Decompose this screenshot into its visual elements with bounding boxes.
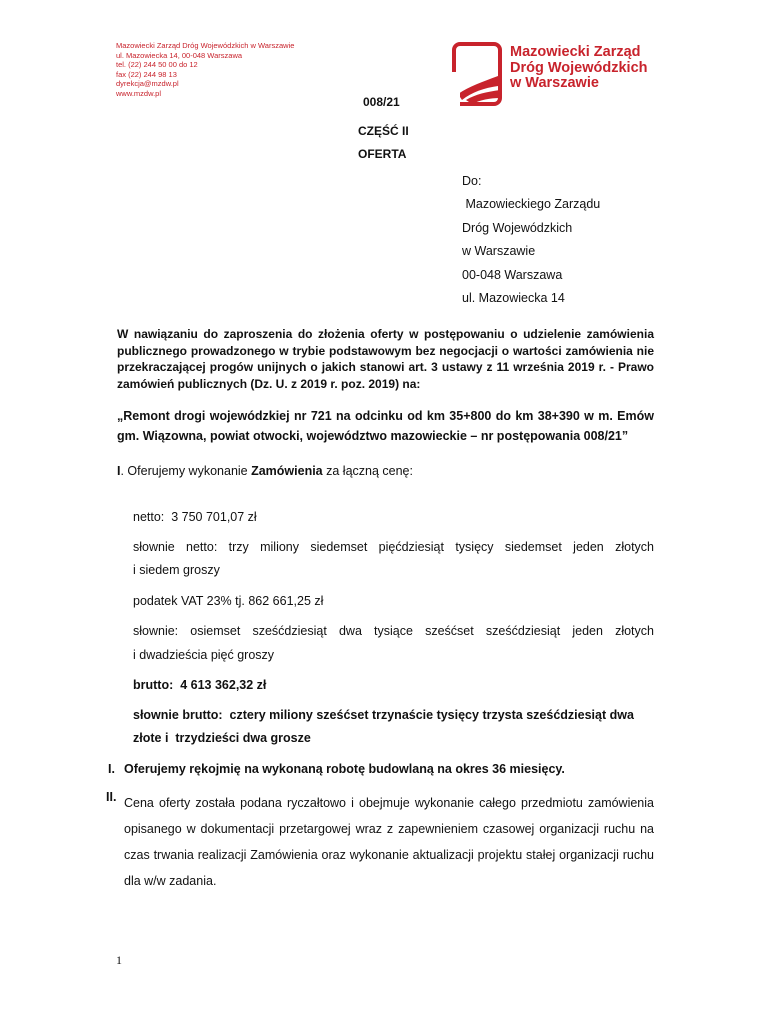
contact-line: tel. (22) 244 50 00 do 12 (116, 60, 198, 70)
intro-paragraph: W nawiązaniu do zaproszenia do złożenia oferty w postępowaniu o udzielenie zamówienia publicznego prowadzonego w trybie podstawowym bez negocjacji o wartości zamówienia nie przekraczającej progów unijnych o jakich stanowi art. 3 ustawy z 11 września 2019 r. - Prawo zamówień publicznych (Dz. U. z 2019 r. poz. 2019) na: (117, 327, 654, 391)
item-number: I. (108, 762, 115, 776)
offer-lead-prefix: . Oferujemy wykonanie (120, 464, 252, 478)
offer-lead (117, 464, 413, 478)
price-clause: Cena oferty została podana ryczałtowo i obejmuje wykonanie całego przedmiotu zamówienia opisanego w dokumentacji przetargowej wraz z zapewnieniem czasowej organizacji ruchu na czas trwania realizacji Zamówienia oraz wykonanie aktualizacji projektu stałej organizacji ruchu dla w/w zadania. (124, 796, 654, 888)
page-number: 1 (116, 953, 122, 967)
netto-amount: netto: 3 750 701,07 zł (133, 510, 257, 524)
vat-amount: podatek VAT 23% tj. 862 661,25 zł (133, 594, 324, 608)
contact-line: www.mzdw.pl (116, 88, 162, 98)
section-number: I (117, 464, 121, 478)
brutto-words-line1: słownie brutto: cztery miliony sześćset trzynaście tysięcy trzysta sześćdziesiąt dwa (133, 708, 634, 722)
warranty-text: Oferujemy rękojmię na wykonaną robotę budowlaną na okres 36 miesięcy. (124, 762, 565, 776)
contact-line: Mazowiecki Zarząd Dróg Wojewódzkich w Warszawie (116, 41, 295, 50)
logo-line: Dróg Wojewódzkich (510, 59, 648, 76)
address-line: ul. Mazowiecka 14 (462, 291, 565, 306)
mzdw-logo (452, 42, 702, 110)
brutto-words-line2: złote i trzydzieści dwa grosze (133, 731, 311, 745)
offer-lead-suffix: za łączną cenę: (322, 464, 413, 478)
part-heading: CZĘŚĆ II (358, 124, 409, 138)
tender-number: 008/21 (363, 95, 400, 109)
address-line: Do: (462, 174, 482, 188)
letterhead-contact (116, 41, 294, 99)
item-number: II. (106, 790, 117, 804)
road-logo-icon (452, 42, 504, 108)
contact-line: ul. Mazowiecka 14, 00-048 Warszawa (116, 50, 243, 60)
logo-line: Mazowiecki Zarząd (510, 44, 641, 60)
vat-words-line2: i dwadzieścia pięć groszy (133, 648, 275, 662)
document-title: OFERTA (358, 147, 407, 161)
recipient-address (462, 170, 600, 310)
project-title: „Remont drogi wojewódzkiej nr 721 na odcinku od km 35+800 do km 38+390 w m. Emów gm. Wiązowna, powiat otwocki, województwo mazowieckie – nr postępowania 008/21” (117, 409, 654, 443)
vat-words-line1: słownie: osiemset sześćdziesiąt dwa tysiące sześćset sześćdziesiąt jeden złotych (133, 624, 654, 638)
address-line: Mazowieckiego Zarządu (462, 197, 601, 212)
brutto-amount: brutto: 4 613 362,32 zł (133, 678, 267, 692)
netto-words-line2: i siedem groszy (133, 563, 220, 577)
address-line: w Warszawie (462, 244, 536, 259)
netto-words-line1: słownie netto: trzy miliony siedemset pięćdziesiąt tysięcy siedemset jeden złotych (133, 540, 654, 554)
address-line: 00-048 Warszawa (462, 267, 563, 282)
offer-lead-bold: Zamówienia (251, 464, 323, 478)
address-line: Dróg Wojewódzkich (462, 220, 573, 235)
logo-line: w Warszawie (510, 75, 599, 91)
contact-line: fax (22) 244 98 13 (116, 69, 177, 79)
logo-text (510, 45, 648, 92)
contact-line: dyrekcja@mzdw.pl (116, 79, 179, 89)
